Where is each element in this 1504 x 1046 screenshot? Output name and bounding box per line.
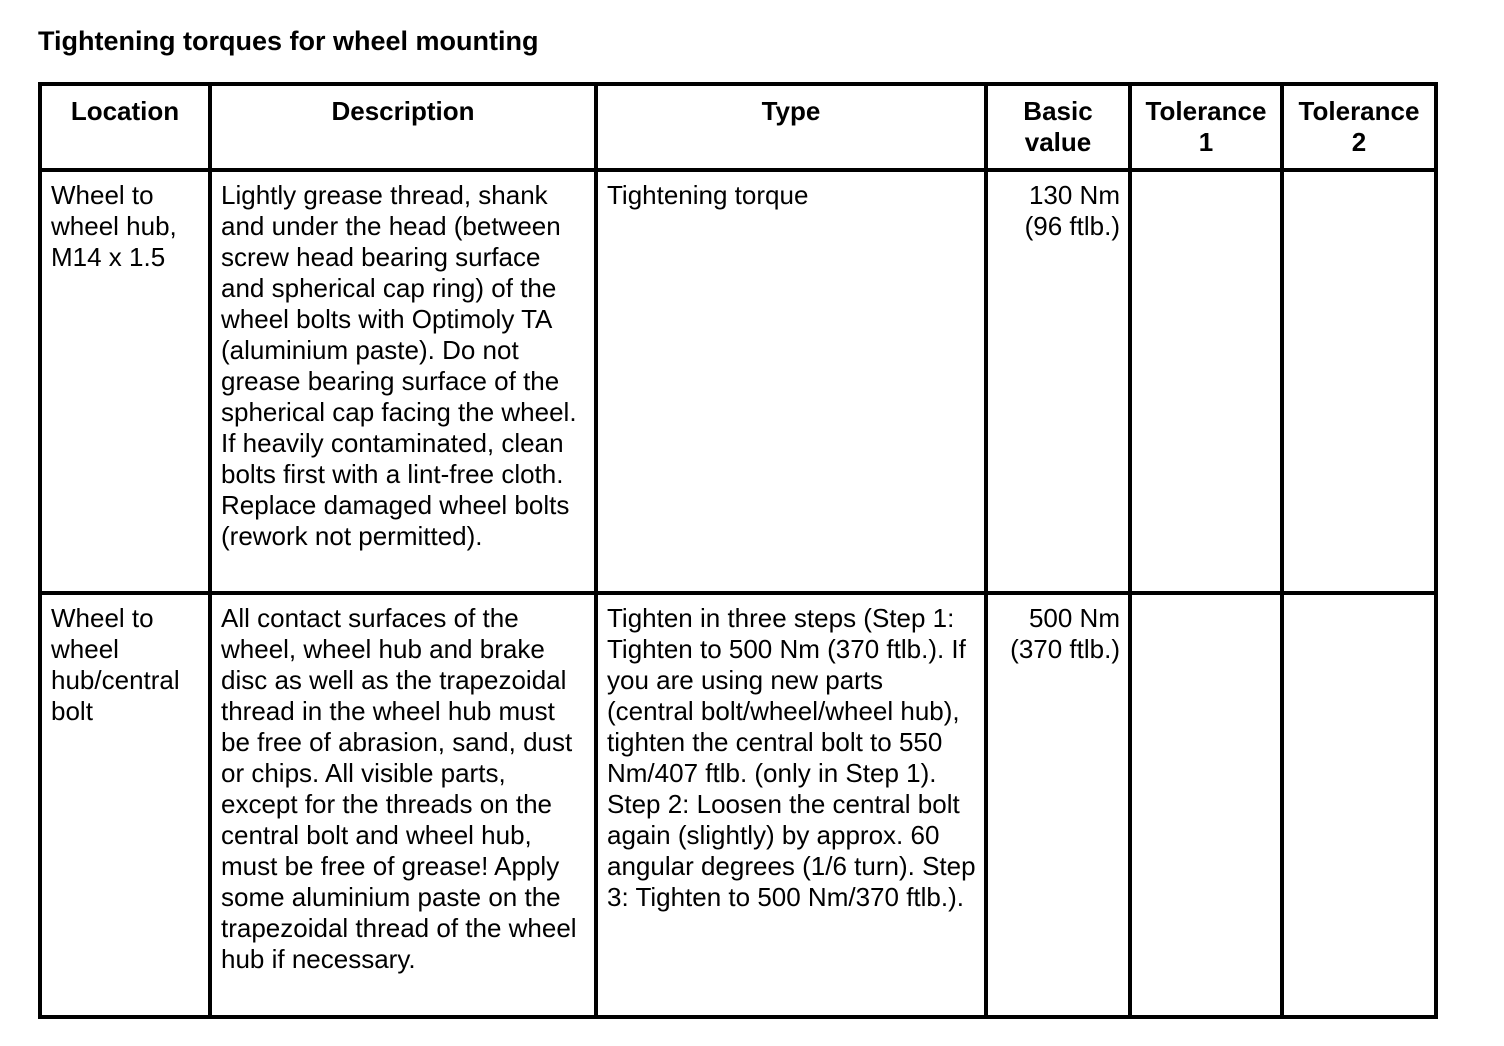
header-basic-value [986, 84, 1130, 170]
header-basic-value-line1: Basic [1023, 96, 1093, 126]
header-tolerance-2 [1282, 84, 1436, 170]
header-tolerance-1-line1: Tolerance [1145, 96, 1267, 126]
cell-tolerance-2 [1282, 170, 1436, 593]
basic-value-line2: (96 ftlb.) [1024, 211, 1120, 241]
cell-description: All contact surfaces of the wheel, wheel hub and brake disc as well as the trapezoidal thread in the wheel hub must be free of abrasion, sand, dust or chips. All visible parts, except for the threads on the central bolt and wheel hub, must be free of grease! Apply some aluminium paste on the trapezoidal thread of the wheel hub if necessary. [210, 593, 596, 1017]
page-title: Tightening torques for wheel mounting [38, 26, 539, 56]
cell-tolerance-2 [1282, 593, 1436, 1017]
cell-type: Tightening torque [596, 170, 986, 593]
cell-tolerance-1 [1130, 170, 1282, 593]
basic-value-line2: (370 ftlb.) [1010, 634, 1120, 664]
header-type: Type [596, 84, 986, 170]
cell-location: Wheel to wheel hub, M14 x 1.5 [40, 170, 210, 593]
table-row [40, 170, 1436, 593]
cell-description: Lightly grease thread, shank and under the head (between screw head bearing surface and spherical cap ring) of the wheel bolts with Optimoly TA (aluminium paste). Do not grease bearing surface of the spherical cap facing the wheel. If heavily contaminated, clean bolts first with a lint-free cloth. Replace damaged wheel bolts (rework not permitted). [210, 170, 596, 593]
cell-basic-value [986, 593, 1130, 1017]
table-row [40, 593, 1436, 1017]
basic-value-line1: 500 Nm [1028, 603, 1120, 633]
header-basic-value-line2: value [1024, 127, 1092, 157]
header-tolerance-1 [1130, 84, 1282, 170]
cell-type: Tighten in three steps (Step 1: Tighten to 500 Nm (370 ftlb.). If you are using new parts (central bolt/wheel/wheel hub), tighten the central bolt to 550 Nm/407 ftlb. (only in Step 1). Step 2: Loosen the central bolt again (slightly) by approx. 60 angular degrees (1/6 turn). Step 3: Tighten to 500 Nm/370 ftlb.). [596, 593, 986, 1017]
cell-location: Wheel to wheel hub/central bolt [40, 593, 210, 1017]
basic-value-line1: 130 Nm [1028, 180, 1120, 210]
header-location: Location [40, 84, 210, 170]
header-tolerance-2-line1: Tolerance [1298, 96, 1420, 126]
header-tolerance-2-line2: 2 [1351, 127, 1367, 157]
cell-basic-value [986, 170, 1130, 593]
header-row [40, 84, 1436, 170]
header-description: Description [210, 84, 596, 170]
torque-table [38, 82, 1438, 1019]
header-tolerance-1-line2: 1 [1198, 127, 1214, 157]
cell-tolerance-1 [1130, 593, 1282, 1017]
